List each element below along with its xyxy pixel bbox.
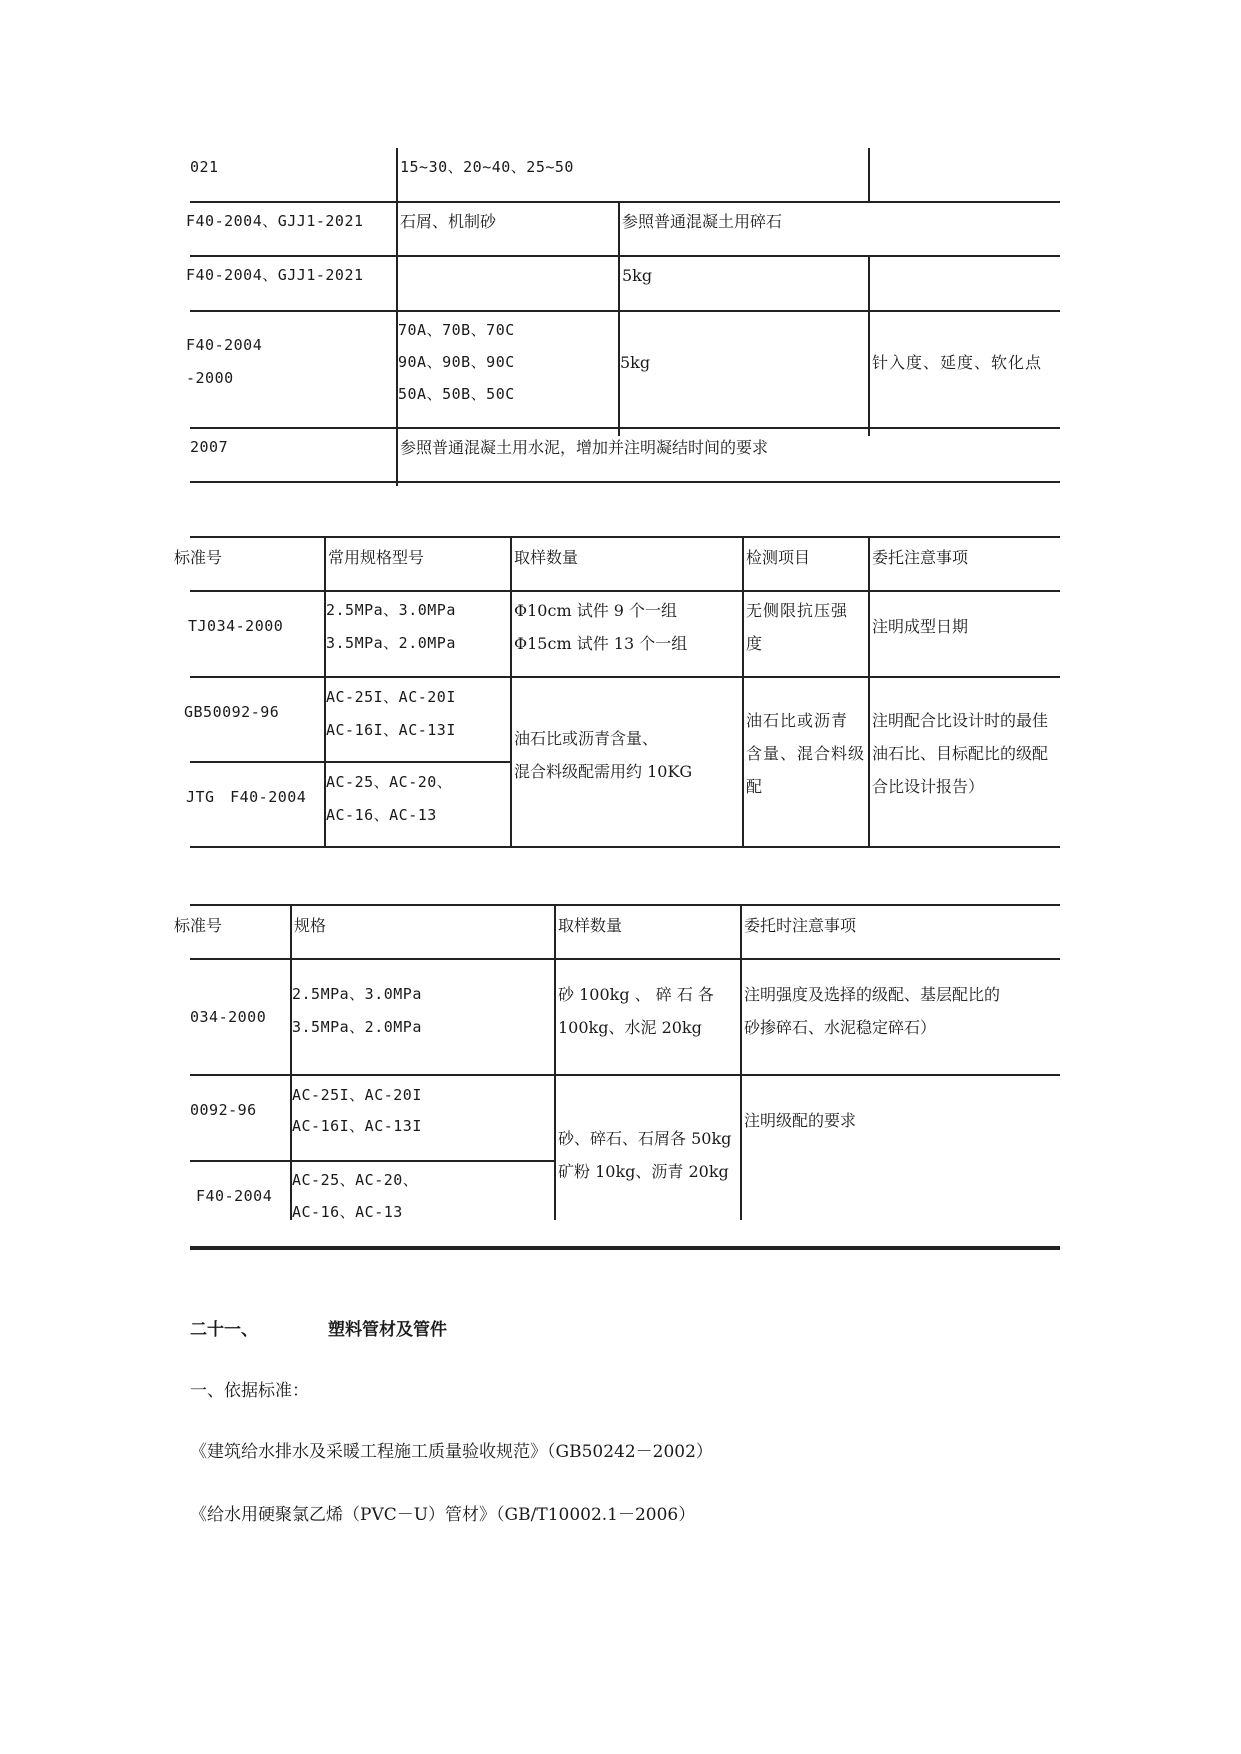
table-cell: AC-16、AC-13	[292, 1203, 403, 1221]
standard-reference: 《给水用硬聚氯乙烯（PVC－U）管材》（GB/T10002.1－2006）	[190, 1505, 696, 1525]
table-cell: AC-25、AC-20、	[292, 1171, 419, 1189]
table-cell: F40-2004、GJJ1-2021	[186, 266, 364, 284]
table-cell: 注明级配的要求	[744, 1111, 857, 1130]
table-cell: 2007	[190, 438, 229, 456]
table-header: 常用规格型号	[328, 548, 425, 567]
table-cell: 配	[746, 777, 763, 796]
table-cell: 5kg	[622, 266, 653, 285]
table-cell: AC-25I、AC-20I	[292, 1086, 422, 1104]
table-header: 取样数量	[558, 916, 623, 935]
table-cell: 矿粉 10kg、沥青 20kg	[558, 1162, 729, 1181]
table-cell: 合比设计报告）	[872, 777, 985, 796]
table-header: 标准号	[174, 916, 223, 935]
standard-reference: 《建筑给水排水及采暖工程施工质量验收规范》（GB50242－2002）	[190, 1442, 713, 1462]
table-header: 委托时注意事项	[744, 916, 857, 935]
table-cell: 参照普通混凝土用水泥，增加并注明凝结时间的要求	[400, 438, 769, 457]
table-cell: 2.5MPa、3.0MPa	[292, 985, 422, 1003]
table-header: 委托注意事项	[872, 548, 969, 567]
table-cell: AC-16I、AC-13I	[292, 1117, 422, 1135]
table-cell: JTG F40-2004	[186, 788, 307, 806]
table-cell: F40-2004、GJJ1-2021	[186, 212, 364, 230]
table-cell: 针入度、延度、软化点	[872, 353, 1043, 372]
table-header: 规格	[294, 916, 327, 935]
table-cell: 油石比或沥青	[746, 711, 849, 730]
table-cell: -2000	[186, 369, 234, 387]
table-cell: 50A、50B、50C	[398, 385, 515, 403]
table-cell: AC-16I、AC-13I	[326, 721, 456, 739]
table-cell: 5kg	[620, 353, 651, 372]
table-cell: 含量、混合料级	[746, 744, 866, 763]
table-cell: 混合料级配需用约 10KG	[514, 762, 693, 781]
table-cell: 15~30、20~40、25~50	[400, 158, 574, 176]
table-cell: 参照普通混凝土用碎石	[622, 212, 783, 231]
table-cell: 砂 100kg 、 碎 石 各	[558, 985, 714, 1004]
table-cell: 注明成型日期	[872, 617, 969, 636]
table-header: 取样数量	[514, 548, 579, 567]
table-cell: 石屑、机制砂	[400, 212, 497, 231]
table-cell: F40-2004	[186, 336, 263, 354]
table-cell: 油石比或沥青含量、	[514, 729, 659, 748]
table-cell: AC-25、AC-20、	[326, 773, 453, 791]
table-cell: 0092-96	[190, 1101, 257, 1119]
table-2	[174, 536, 1060, 852]
table-header: 标准号	[174, 548, 223, 567]
table-cell: AC-25I、AC-20I	[326, 688, 456, 706]
table-cell: 3.5MPa、2.0MPa	[292, 1018, 422, 1036]
table-cell: 注明强度及选择的级配、基层配比的	[744, 985, 1001, 1004]
table-cell: 无侧限抗压强	[746, 601, 849, 620]
section-title: 塑料管材及管件	[328, 1320, 447, 1340]
table-cell: 油石比、目标配比的级配	[872, 744, 1049, 763]
table-cell: AC-16、AC-13	[326, 806, 437, 824]
table-cell: 3.5MPa、2.0MPa	[326, 634, 456, 652]
table-cell: 021	[190, 158, 219, 176]
section-subheading: 一、依据标准：	[190, 1381, 309, 1401]
table-cell: 100kg、水泥 20kg	[558, 1018, 702, 1037]
table-header: 检测项目	[746, 548, 811, 567]
table-cell: 90A、90B、90C	[398, 353, 515, 371]
table-cell: Φ10cm 试件 9 个一组	[514, 601, 678, 620]
table-cell: 70A、70B、70C	[398, 321, 515, 339]
table-cell: GB50092-96	[184, 703, 280, 721]
table-cell: 砂掺碎石、水泥稳定碎石）	[744, 1018, 937, 1037]
table-3-bottom-border	[190, 1246, 1060, 1248]
table-cell: Φ15cm 试件 13 个一组	[514, 634, 688, 653]
table-cell: 砂、碎石、石屑各 50kg	[558, 1129, 732, 1148]
table-cell: 注明配合比设计时的最佳	[872, 711, 1049, 730]
table-cell: 2.5MPa、3.0MPa	[326, 601, 456, 619]
table-3	[174, 904, 1060, 1222]
table-1	[186, 148, 1060, 488]
table-cell: TJ034-2000	[188, 617, 284, 635]
section-number: 二十一、	[190, 1320, 258, 1340]
table-cell: 034-2000	[190, 1008, 267, 1026]
table-cell: F40-2004	[196, 1187, 273, 1205]
table-cell: 度	[746, 634, 763, 653]
